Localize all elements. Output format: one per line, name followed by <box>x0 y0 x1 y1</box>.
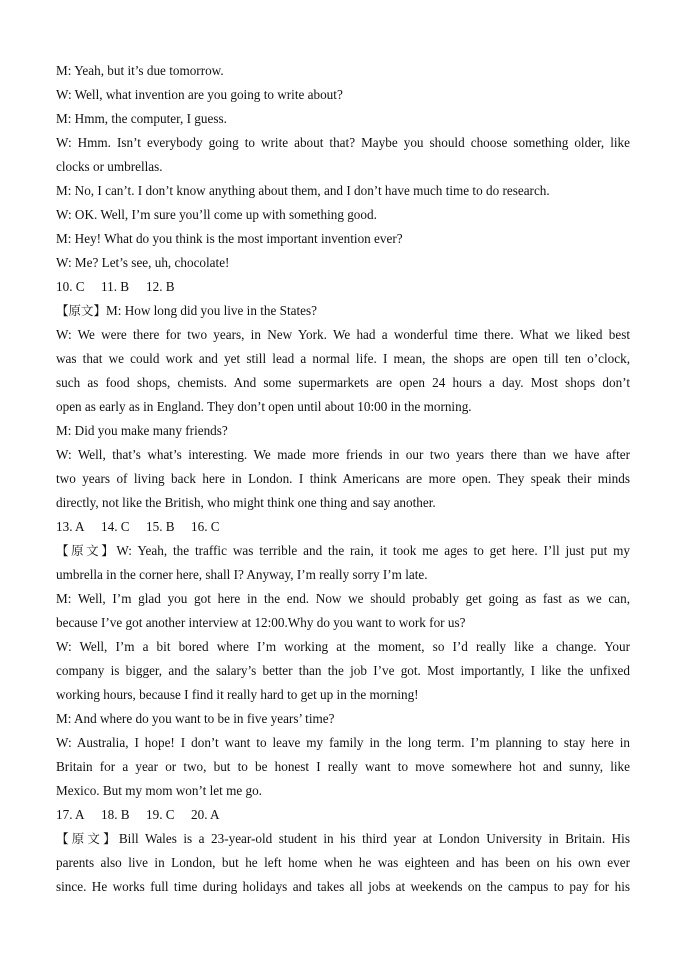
transcript-first-line <box>56 299 630 323</box>
transcript-text: M: How long did you live in the States? <box>106 303 317 318</box>
answer-item: 18. B <box>101 807 130 822</box>
dialogue-line: M: Hey! What do you think is the most important invention ever? <box>56 231 403 246</box>
dialogue-line: directly, not like the British, who might think one thing and say another. <box>56 495 436 510</box>
dialogue-line: W: Me? Let’s see, uh, chocolate! <box>56 255 230 270</box>
answer-item: 14. C <box>101 519 130 534</box>
answer-item: 13. A <box>56 519 85 534</box>
document-page <box>56 59 630 899</box>
answer-item: 12. B <box>146 279 175 294</box>
dialogue-line: M: And where do you want to be in five years’ time? <box>56 711 335 726</box>
answer-item: 10. C <box>56 279 85 294</box>
dialogue-line: Britain for a year or two, but to be honest I really want to move somewhere hot and sunny, like <box>56 759 630 774</box>
transcript-tag: 【原文】 <box>56 831 119 846</box>
transcript-tag: 【原文】 <box>56 543 117 558</box>
answer-row <box>56 803 630 827</box>
dialogue-line: company is bigger, and the salary’s better than the job I’ve got. Most importantly, I like the unfixed <box>56 663 630 678</box>
dialogue-line: since. He works full time during holidays and takes all jobs at weekends on the campus to pay for his <box>56 879 630 894</box>
dialogue-line: W: Hmm. Isn’t everybody going to write about that? Maybe you should choose something older, like <box>56 135 630 150</box>
dialogue-line: M: Yeah, but it’s due tomorrow. <box>56 63 224 78</box>
dialogue-line: M: Did you make many friends? <box>56 423 228 438</box>
transcript-tag: 【原文】 <box>56 303 107 318</box>
dialogue-line: open as early as in England. They don’t open until about 10:00 in the morning. <box>56 399 472 414</box>
answer-item: 15. B <box>146 519 175 534</box>
answer-row <box>56 275 630 299</box>
answer-item: 19. C <box>146 807 175 822</box>
dialogue-line: two years of living back here in London. I think Americans are more open. They speak their minds <box>56 471 630 486</box>
answer-item: 16. C <box>191 519 220 534</box>
dialogue-line: because I’ve got another interview at 12:00.Why do you want to work for us? <box>56 615 466 630</box>
dialogue-line: umbrella in the corner here, shall I? Anyway, I’m really sorry I’m late. <box>56 567 428 582</box>
answer-item: 17. A <box>56 807 85 822</box>
dialogue-line: clocks or umbrellas. <box>56 159 163 174</box>
dialogue-line: M: Well, I’m glad you got here in the end. Now we should probably get going as fast as we can, <box>56 591 630 606</box>
answer-item: 11. B <box>101 279 130 294</box>
dialogue-line: W: We were there for two years, in New York. We had a wonderful time there. What we liked best <box>56 327 630 342</box>
dialogue-line: W: Australia, I hope! I don’t want to leave my family in the long term. I’m planning to stay here in <box>56 735 630 750</box>
transcript-text: W: Yeah, the traffic was terrible and the rain, it took me ages to get here. I’ll just put my <box>116 543 630 558</box>
dialogue-line: W: Well, that’s what’s interesting. We made more friends in our two years there than we have after <box>56 447 630 462</box>
transcript-first-line <box>56 539 630 563</box>
dialogue-line: parents also live in London, but he left home when he was eighteen and has been on his own ever <box>56 855 630 870</box>
answer-item: 20. A <box>191 807 220 822</box>
dialogue-line: M: Hmm, the computer, I guess. <box>56 111 227 126</box>
dialogue-line: W: Well, I’m a bit bored where I’m working at the moment, so I’d really like a change. Your <box>56 639 630 654</box>
dialogue-line: W: OK. Well, I’m sure you’ll come up with something good. <box>56 207 377 222</box>
dialogue-line: M: No, I can’t. I don’t know anything about them, and I don’t have much time to do research. <box>56 183 550 198</box>
dialogue-line: such as food shops, chemists. And some supermarkets are open 24 hours a day. Most shops don’t <box>56 375 630 390</box>
answer-row <box>56 515 630 539</box>
dialogue-line: W: Well, what invention are you going to write about? <box>56 87 343 102</box>
transcript-text: Bill Wales is a 23-year-old student in his third year at London University in Britain. His <box>118 831 630 846</box>
dialogue-line: working hours, because I find it really hard to get up in the morning! <box>56 687 419 702</box>
transcript-first-line <box>56 827 630 851</box>
dialogue-line: was that we could work and yet still lead a normal life. I mean, the shops are open till ten o’clock, <box>56 351 630 366</box>
dialogue-line: Mexico. But my mom won’t let me go. <box>56 783 262 798</box>
